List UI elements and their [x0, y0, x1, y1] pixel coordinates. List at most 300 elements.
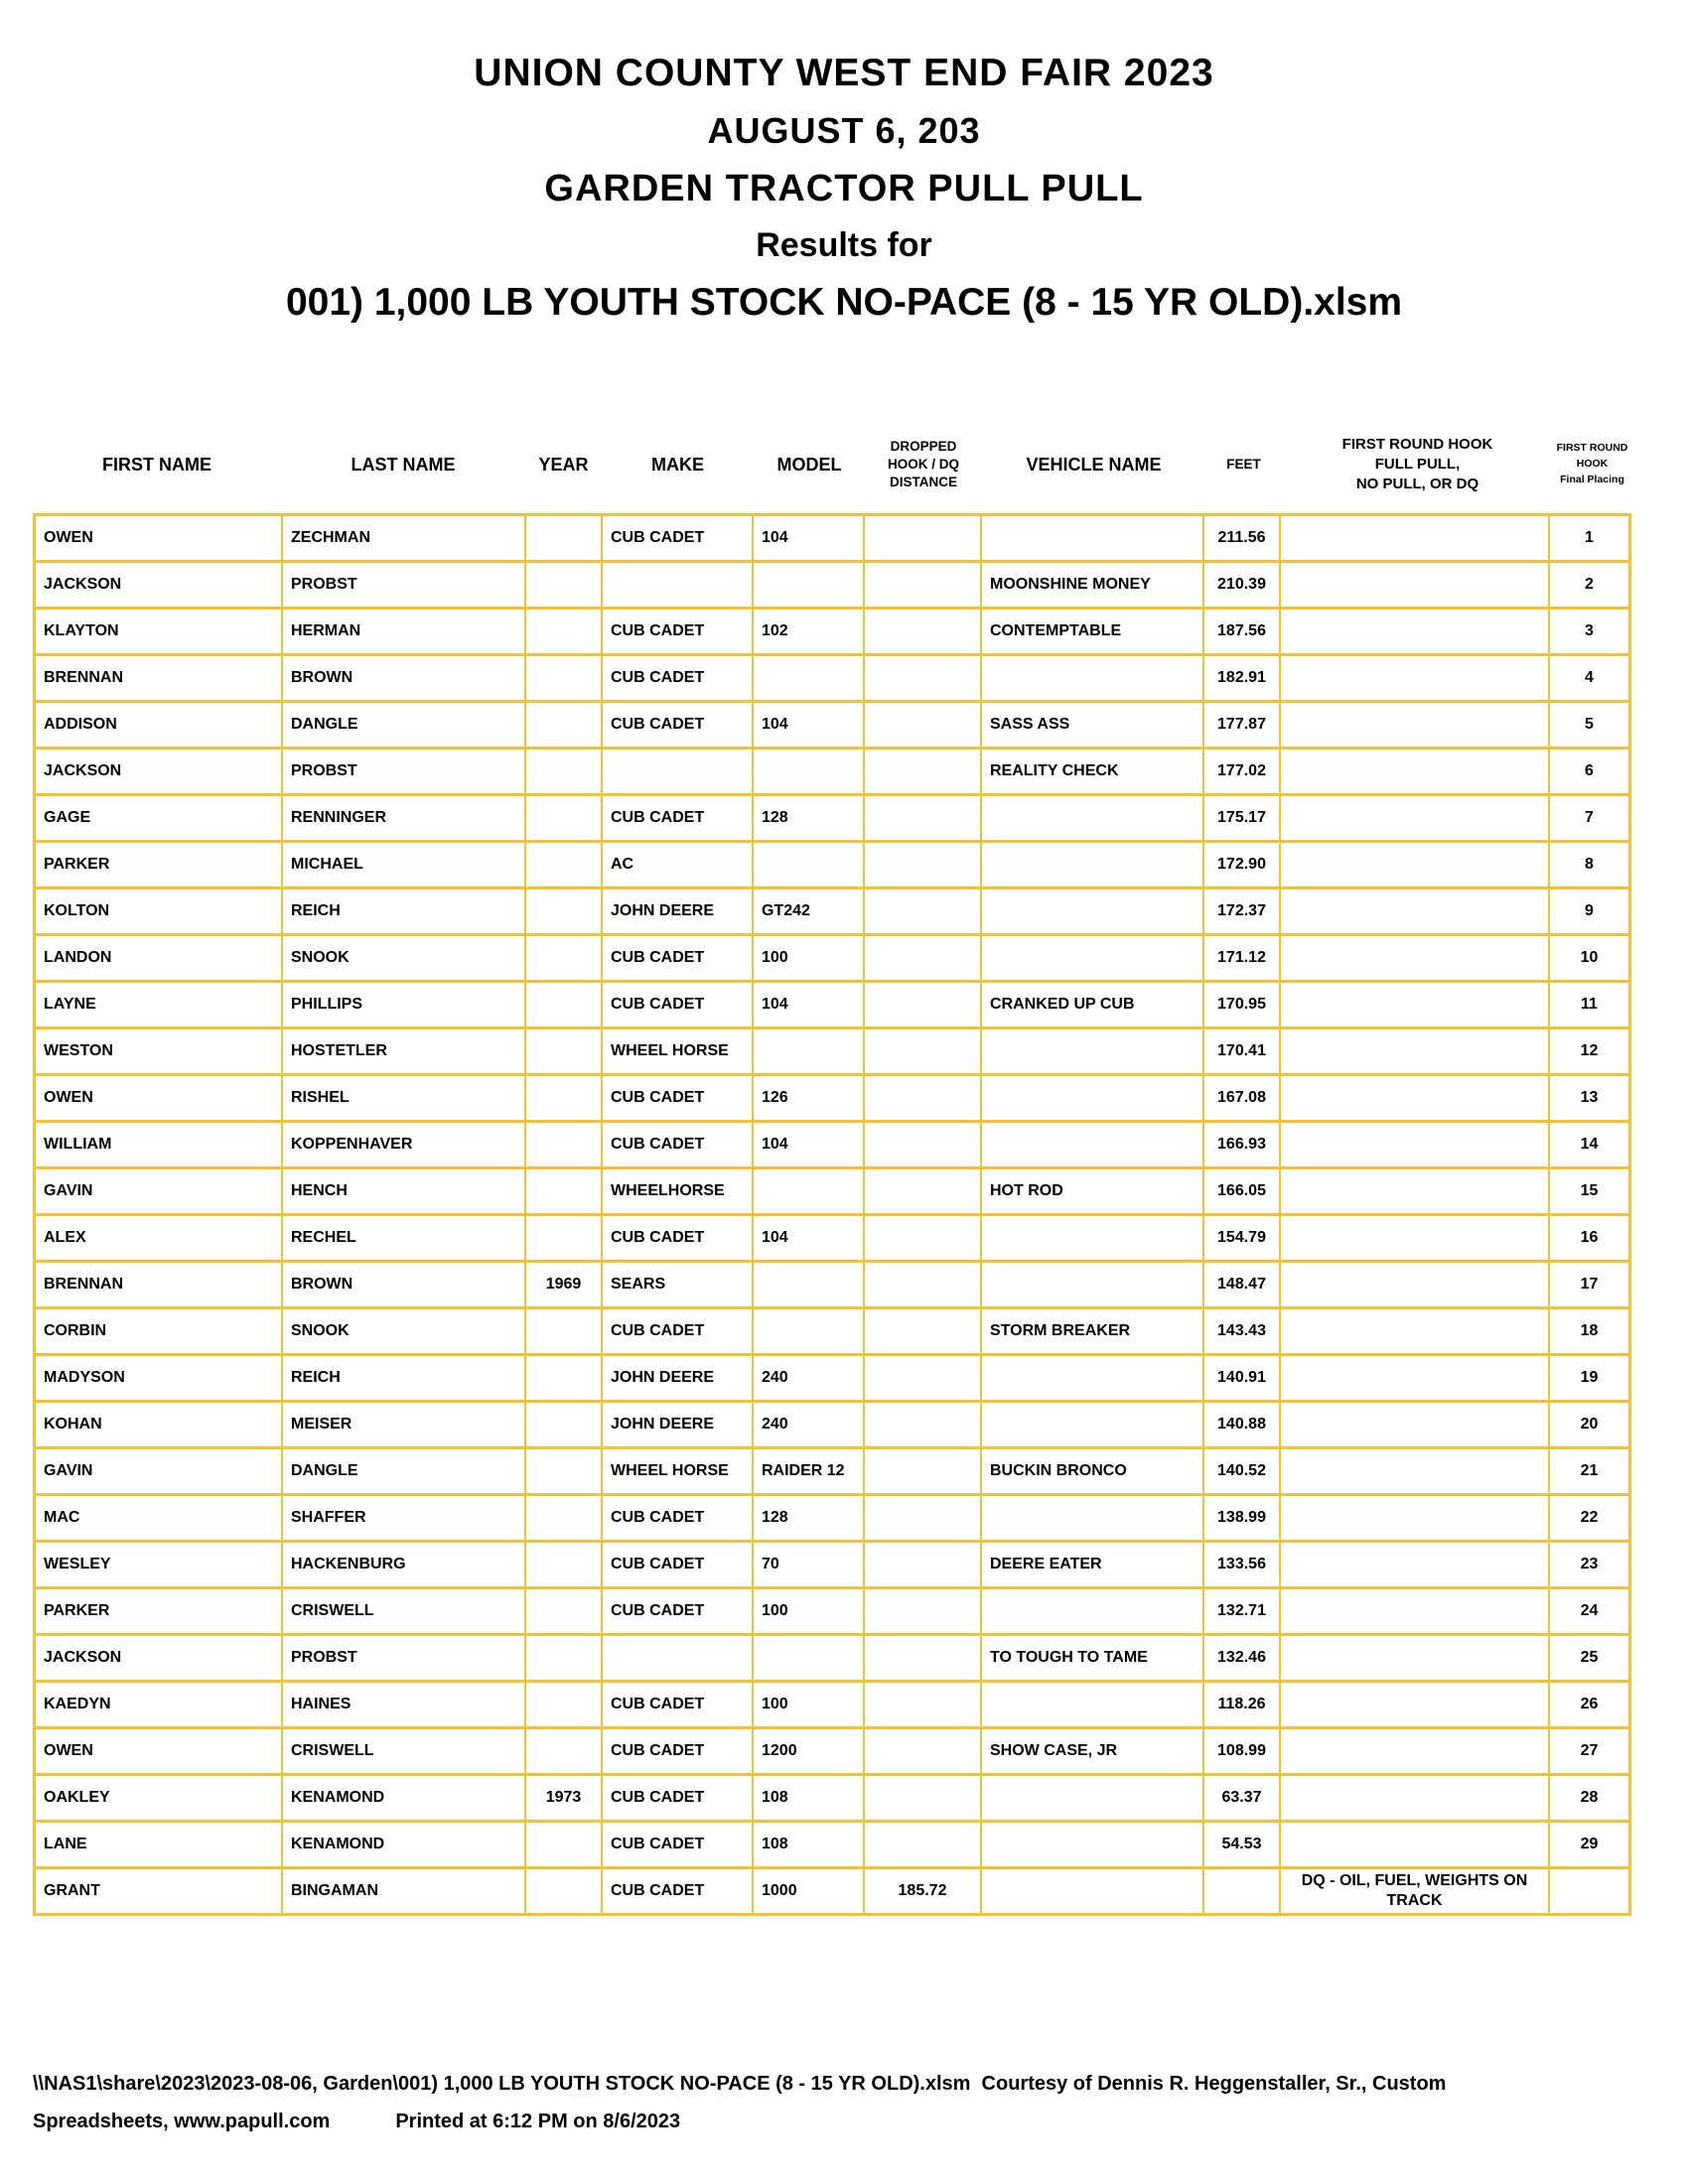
cell-dropped [865, 1683, 982, 1726]
cell-model: 102 [754, 610, 865, 653]
cell-first: GAVIN [36, 1449, 283, 1493]
cell-last: SNOOK [283, 936, 526, 980]
cell-place: 14 [1580, 1136, 1599, 1153]
cell-feet: 143.43 [1204, 1309, 1281, 1353]
cell-last: HENCH [283, 1169, 526, 1213]
cell-dropped [865, 1309, 982, 1353]
cell-hook [1281, 1309, 1550, 1353]
cell-first: ALEX [36, 1216, 283, 1260]
class-filename: 001) 1,000 LB YOUTH STOCK NO-PACE (8 - 15 YR OLD).xlsm [285, 281, 1403, 324]
column-header-feet [1205, 456, 1282, 474]
cell-last: MICHAEL [283, 843, 526, 887]
cell-last: KENAMOND [283, 1776, 526, 1820]
cell-year [526, 983, 603, 1026]
cell-first: PARKER [36, 843, 283, 887]
cell-place: 28 [1580, 1789, 1599, 1806]
cell-feet: 166.93 [1204, 1123, 1281, 1166]
cell-place: 3 [1585, 622, 1594, 639]
cell-year [526, 703, 603, 747]
column-header-line: HOOK / DQ [887, 456, 959, 472]
cell-last: HERMAN [283, 610, 526, 653]
cell-feet: 63.37 [1204, 1776, 1281, 1820]
cell-year [526, 563, 603, 607]
cell-model [754, 656, 865, 700]
column-header-line: DROPPED [890, 438, 957, 454]
cell-make [603, 563, 754, 607]
cell-vehicle [982, 796, 1204, 840]
column-header-dropped [865, 438, 982, 492]
cell-place: 16 [1580, 1229, 1599, 1246]
cell-last: MEISER [283, 1403, 526, 1446]
table-row [36, 1216, 1628, 1263]
cell-vehicle [982, 656, 1204, 700]
cell-model: 108 [754, 1776, 865, 1820]
cell-place: 15 [1580, 1182, 1599, 1199]
column-header-line: LAST NAME [351, 454, 456, 475]
cell-hook [1281, 936, 1550, 980]
event-name: GARDEN TRACTOR PULL PULL [544, 168, 1144, 209]
table-row [36, 1543, 1628, 1589]
cell-make: SEARS [603, 1263, 754, 1306]
cell-make: CUB CADET [603, 1496, 754, 1540]
cell-vehicle [982, 1869, 1204, 1913]
table-row [36, 1636, 1628, 1683]
cell-year: 1973 [526, 1776, 603, 1820]
cell-vehicle: REALITY CHECK [982, 750, 1204, 793]
cell-model: RAIDER 12 [754, 1449, 865, 1493]
table-row [36, 1683, 1628, 1729]
cell-vehicle [982, 1403, 1204, 1446]
cell-vehicle: MOONSHINE MONEY [982, 563, 1204, 607]
cell-year [526, 936, 603, 980]
cell-first: KOHAN [36, 1403, 283, 1446]
cell-dropped: 185.72 [865, 1869, 982, 1913]
cell-vehicle [982, 1776, 1204, 1820]
cell-model: 104 [754, 1123, 865, 1166]
cell-vehicle [982, 1589, 1204, 1633]
table-row [36, 703, 1628, 750]
cell-hook [1281, 1543, 1550, 1586]
cell-vehicle [982, 1263, 1204, 1306]
cell-last: BINGAMAN [283, 1869, 526, 1913]
table-row [36, 750, 1628, 796]
column-header-line: HOOK [1576, 458, 1609, 471]
cell-year [526, 889, 603, 933]
cell-dropped [865, 936, 982, 980]
cell-make: WHEEL HORSE [603, 1029, 754, 1073]
cell-hook [1281, 703, 1550, 747]
cell-feet: 211.56 [1204, 516, 1281, 560]
cell-first: JACKSON [36, 563, 283, 607]
cell-vehicle [982, 1216, 1204, 1260]
cell-vehicle: SHOW CASE, JR [982, 1729, 1204, 1773]
cell-feet: 182.91 [1204, 656, 1281, 700]
cell-model [754, 563, 865, 607]
cell-vehicle: CRANKED UP CUB [982, 983, 1204, 1026]
cell-make: CUB CADET [603, 1309, 754, 1353]
report-title-block [0, 52, 1688, 325]
cell-last: PROBST [283, 563, 526, 607]
cell-first: BRENNAN [36, 1263, 283, 1306]
cell-hook [1281, 610, 1550, 653]
cell-year [526, 1636, 603, 1680]
cell-year [526, 750, 603, 793]
cell-model: 126 [754, 1076, 865, 1120]
cell-dropped [865, 1823, 982, 1866]
cell-vehicle: DEERE EATER [982, 1543, 1204, 1586]
cell-hook [1281, 843, 1550, 887]
cell-model: 240 [754, 1356, 865, 1400]
table-row [36, 1309, 1628, 1356]
table-row [36, 516, 1628, 563]
cell-year: 1969 [526, 1263, 603, 1306]
cell-last: PROBST [283, 1636, 526, 1680]
cell-hook [1281, 1356, 1550, 1400]
cell-place: 1 [1585, 529, 1594, 546]
table-row [36, 1729, 1628, 1776]
cell-year [526, 1869, 603, 1913]
column-header-line: FIRST NAME [102, 454, 211, 475]
cell-last: RISHEL [283, 1076, 526, 1120]
column-header-line: VEHICLE NAME [1026, 454, 1162, 475]
cell-feet: 167.08 [1204, 1076, 1281, 1120]
cell-last: KOPPENHAVER [283, 1123, 526, 1166]
column-header-year [525, 453, 602, 477]
cell-year [526, 1216, 603, 1260]
cell-feet: 118.26 [1204, 1683, 1281, 1726]
results-table-body [33, 513, 1631, 1916]
cell-first: GAVIN [36, 1169, 283, 1213]
cell-model [754, 750, 865, 793]
cell-place: 2 [1585, 576, 1594, 593]
cell-make: JOHN DEERE [603, 1403, 754, 1446]
cell-last: HAINES [283, 1683, 526, 1726]
column-header-line: MODEL [776, 454, 842, 475]
footer-website: Spreadsheets, www.papull.com [33, 2111, 331, 2132]
cell-make: WHEELHORSE [603, 1169, 754, 1213]
table-row [36, 1589, 1628, 1636]
cell-hook [1281, 796, 1550, 840]
cell-vehicle: TO TOUGH TO TAME [982, 1636, 1204, 1680]
cell-model [754, 1263, 865, 1306]
cell-make: CUB CADET [603, 1216, 754, 1260]
cell-dropped [865, 1123, 982, 1166]
cell-dropped [865, 1403, 982, 1446]
cell-first: OAKLEY [36, 1776, 283, 1820]
cell-place: 9 [1585, 902, 1594, 919]
cell-last: PHILLIPS [283, 983, 526, 1026]
cell-first: BRENNAN [36, 656, 283, 700]
cell-make: CUB CADET [603, 1683, 754, 1726]
cell-hook [1281, 1589, 1550, 1633]
cell-last: DANGLE [283, 1449, 526, 1493]
cell-feet: 108.99 [1204, 1729, 1281, 1773]
table-row [36, 563, 1628, 610]
cell-make: CUB CADET [603, 1589, 754, 1633]
cell-year [526, 796, 603, 840]
cell-last: BROWN [283, 1263, 526, 1306]
cell-place: 22 [1580, 1509, 1599, 1526]
cell-place: 13 [1580, 1089, 1599, 1106]
cell-year [526, 1729, 603, 1773]
column-header-line: FEET [1226, 456, 1261, 472]
table-row [36, 656, 1628, 703]
cell-year [526, 516, 603, 560]
cell-make: CUB CADET [603, 1729, 754, 1773]
cell-first: JACKSON [36, 1636, 283, 1680]
cell-vehicle [982, 516, 1204, 560]
cell-place: 8 [1585, 856, 1594, 873]
column-header-line: FIRST ROUND HOOK [1341, 435, 1493, 453]
fair-title: UNION COUNTY WEST END FAIR 2023 [474, 52, 1214, 94]
cell-make: CUB CADET [603, 1543, 754, 1586]
cell-make [603, 750, 754, 793]
cell-dropped [865, 1776, 982, 1820]
cell-last: SHAFFER [283, 1496, 526, 1540]
cell-model: 108 [754, 1823, 865, 1866]
cell-hook [1281, 983, 1550, 1026]
cell-place: 23 [1580, 1556, 1599, 1572]
cell-dropped [865, 889, 982, 933]
table-row [36, 843, 1628, 889]
cell-dropped [865, 750, 982, 793]
cell-first: ADDISON [36, 703, 283, 747]
cell-dropped [865, 1029, 982, 1073]
column-header-place [1553, 441, 1631, 487]
cell-hook [1281, 1496, 1550, 1540]
cell-year [526, 1029, 603, 1073]
cell-last: HACKENBURG [283, 1543, 526, 1586]
footer-file-path: \\NAS1\share\2023\2023-08-06, Garden\001) 1,000 LB YOUTH STOCK NO-PACE (8 - 15 YR OLD).xlsm Courtesy of Dennis R. Heggenstaller, Sr., Custom [33, 2073, 1447, 2095]
cell-dropped [865, 1589, 982, 1633]
cell-year [526, 1076, 603, 1120]
cell-feet: 175.17 [1204, 796, 1281, 840]
cell-year [526, 610, 603, 653]
cell-last: REICH [283, 1356, 526, 1400]
column-header-hook [1282, 435, 1553, 495]
footer-printed-at: Printed at 6:12 PM on 8/6/2023 [395, 2111, 681, 2132]
table-row [36, 1449, 1628, 1496]
cell-dropped [865, 1356, 982, 1400]
cell-first: WESTON [36, 1029, 283, 1073]
cell-year [526, 1543, 603, 1586]
cell-model: 104 [754, 516, 865, 560]
cell-model: 104 [754, 983, 865, 1026]
cell-first: LANE [36, 1823, 283, 1866]
column-header-first [33, 453, 281, 477]
table-row [36, 889, 1628, 936]
table-row [36, 796, 1628, 843]
cell-vehicle [982, 1496, 1204, 1540]
cell-model [754, 1309, 865, 1353]
table-row [36, 1869, 1628, 1913]
cell-vehicle [982, 1356, 1204, 1400]
column-header-line: NO PULL, OR DQ [1355, 476, 1479, 493]
cell-year [526, 1403, 603, 1446]
cell-model: 100 [754, 1589, 865, 1633]
cell-last: CRISWELL [283, 1589, 526, 1633]
cell-make [603, 1636, 754, 1680]
cell-last: DANGLE [283, 703, 526, 747]
column-header-line: FULL PULL, [1374, 455, 1461, 473]
cell-year [526, 1356, 603, 1400]
cell-make: CUB CADET [603, 703, 754, 747]
cell-vehicle [982, 1123, 1204, 1166]
cell-make: CUB CADET [603, 983, 754, 1026]
cell-last: SNOOK [283, 1309, 526, 1353]
cell-make: CUB CADET [603, 516, 754, 560]
cell-hook: DQ - OIL, FUEL, WEIGHTS ON TRACK [1281, 1869, 1550, 1913]
cell-vehicle [982, 1683, 1204, 1726]
cell-make: CUB CADET [603, 656, 754, 700]
cell-hook [1281, 1076, 1550, 1120]
cell-place: 12 [1580, 1042, 1599, 1059]
cell-first: WESLEY [36, 1543, 283, 1586]
cell-place: 11 [1581, 996, 1598, 1013]
cell-vehicle [982, 936, 1204, 980]
cell-vehicle [982, 843, 1204, 887]
cell-feet: 170.95 [1204, 983, 1281, 1026]
cell-model [754, 843, 865, 887]
cell-make: CUB CADET [603, 1123, 754, 1166]
cell-feet: 172.37 [1204, 889, 1281, 933]
cell-dropped [865, 563, 982, 607]
cell-dropped [865, 1729, 982, 1773]
cell-make: CUB CADET [603, 936, 754, 980]
column-header-make [602, 453, 754, 477]
footer-credits-line [33, 2111, 1651, 2133]
cell-hook [1281, 563, 1550, 607]
cell-make: CUB CADET [603, 1869, 754, 1913]
cell-place: 6 [1585, 762, 1594, 779]
table-row [36, 1496, 1628, 1543]
cell-hook [1281, 1776, 1550, 1820]
report-footer [33, 2071, 1651, 2133]
table-row [36, 1776, 1628, 1823]
cell-feet: 177.87 [1204, 703, 1281, 747]
cell-place: 26 [1580, 1696, 1599, 1712]
cell-vehicle: SASS ASS [982, 703, 1204, 747]
cell-dropped [865, 983, 982, 1026]
table-row [36, 983, 1628, 1029]
cell-hook [1281, 1823, 1550, 1866]
cell-year [526, 1589, 603, 1633]
cell-year [526, 656, 603, 700]
cell-first: MADYSON [36, 1356, 283, 1400]
cell-hook [1281, 1029, 1550, 1073]
cell-dropped [865, 1216, 982, 1260]
cell-hook [1281, 1216, 1550, 1260]
cell-first: JACKSON [36, 750, 283, 793]
table-row [36, 1823, 1628, 1869]
cell-make: CUB CADET [603, 796, 754, 840]
cell-last: RECHEL [283, 1216, 526, 1260]
column-header-line: Final Placing [1560, 473, 1624, 485]
cell-make: CUB CADET [603, 610, 754, 653]
cell-hook [1281, 1123, 1550, 1166]
cell-model [754, 1636, 865, 1680]
cell-feet: 133.56 [1204, 1543, 1281, 1586]
cell-first: KLAYTON [36, 610, 283, 653]
cell-make: CUB CADET [603, 1823, 754, 1866]
cell-feet: 177.02 [1204, 750, 1281, 793]
cell-vehicle: HOT ROD [982, 1169, 1204, 1213]
cell-feet: 54.53 [1204, 1823, 1281, 1866]
cell-year [526, 1449, 603, 1493]
cell-year [526, 1309, 603, 1353]
cell-make: WHEEL HORSE [603, 1449, 754, 1493]
cell-feet: 171.12 [1204, 936, 1281, 980]
cell-hook [1281, 750, 1550, 793]
table-row [36, 936, 1628, 983]
cell-year [526, 1123, 603, 1166]
cell-first: WILLIAM [36, 1123, 283, 1166]
cell-feet: 172.90 [1204, 843, 1281, 887]
cell-place: 17 [1580, 1276, 1599, 1293]
cell-model: 104 [754, 703, 865, 747]
cell-model: 104 [754, 1216, 865, 1260]
cell-hook [1281, 1729, 1550, 1773]
cell-dropped [865, 1169, 982, 1213]
cell-place: 24 [1580, 1602, 1599, 1619]
cell-feet: 148.47 [1204, 1263, 1281, 1306]
cell-dropped [865, 1449, 982, 1493]
cell-dropped [865, 1263, 982, 1306]
cell-year [526, 1496, 603, 1540]
cell-model: 240 [754, 1403, 865, 1446]
cell-last: HOSTETLER [283, 1029, 526, 1073]
cell-place: 29 [1580, 1836, 1599, 1852]
cell-first: OWEN [36, 516, 283, 560]
event-date: AUGUST 6, 203 [707, 110, 981, 151]
cell-feet: 166.05 [1204, 1169, 1281, 1213]
cell-make: JOHN DEERE [603, 889, 754, 933]
table-row [36, 1123, 1628, 1169]
column-header-line: FIRST ROUND [1556, 442, 1628, 455]
cell-model: 128 [754, 1496, 865, 1540]
cell-hook [1281, 1403, 1550, 1446]
cell-dropped [865, 843, 982, 887]
column-header-vehicle [982, 453, 1205, 477]
column-header-last [281, 453, 525, 477]
cell-first: PARKER [36, 1589, 283, 1633]
cell-dropped [865, 656, 982, 700]
cell-hook [1281, 516, 1550, 560]
cell-dropped [865, 1543, 982, 1586]
table-row [36, 1403, 1628, 1449]
results-for-label: Results for [756, 226, 932, 264]
cell-dropped [865, 1636, 982, 1680]
cell-dropped [865, 703, 982, 747]
column-header-model [754, 453, 865, 477]
cell-first: MAC [36, 1496, 283, 1540]
cell-model: 100 [754, 1683, 865, 1726]
cell-feet: 140.52 [1204, 1449, 1281, 1493]
cell-dropped [865, 796, 982, 840]
cell-year [526, 1683, 603, 1726]
cell-place: 27 [1580, 1742, 1599, 1759]
cell-make: CUB CADET [603, 1776, 754, 1820]
table-row [36, 1029, 1628, 1076]
cell-model: 128 [754, 796, 865, 840]
cell-model [754, 1029, 865, 1073]
cell-feet: 132.71 [1204, 1589, 1281, 1633]
cell-model: 1000 [754, 1869, 865, 1913]
cell-feet: 154.79 [1204, 1216, 1281, 1260]
table-row [36, 1076, 1628, 1123]
cell-hook [1281, 1449, 1550, 1493]
cell-vehicle [982, 889, 1204, 933]
